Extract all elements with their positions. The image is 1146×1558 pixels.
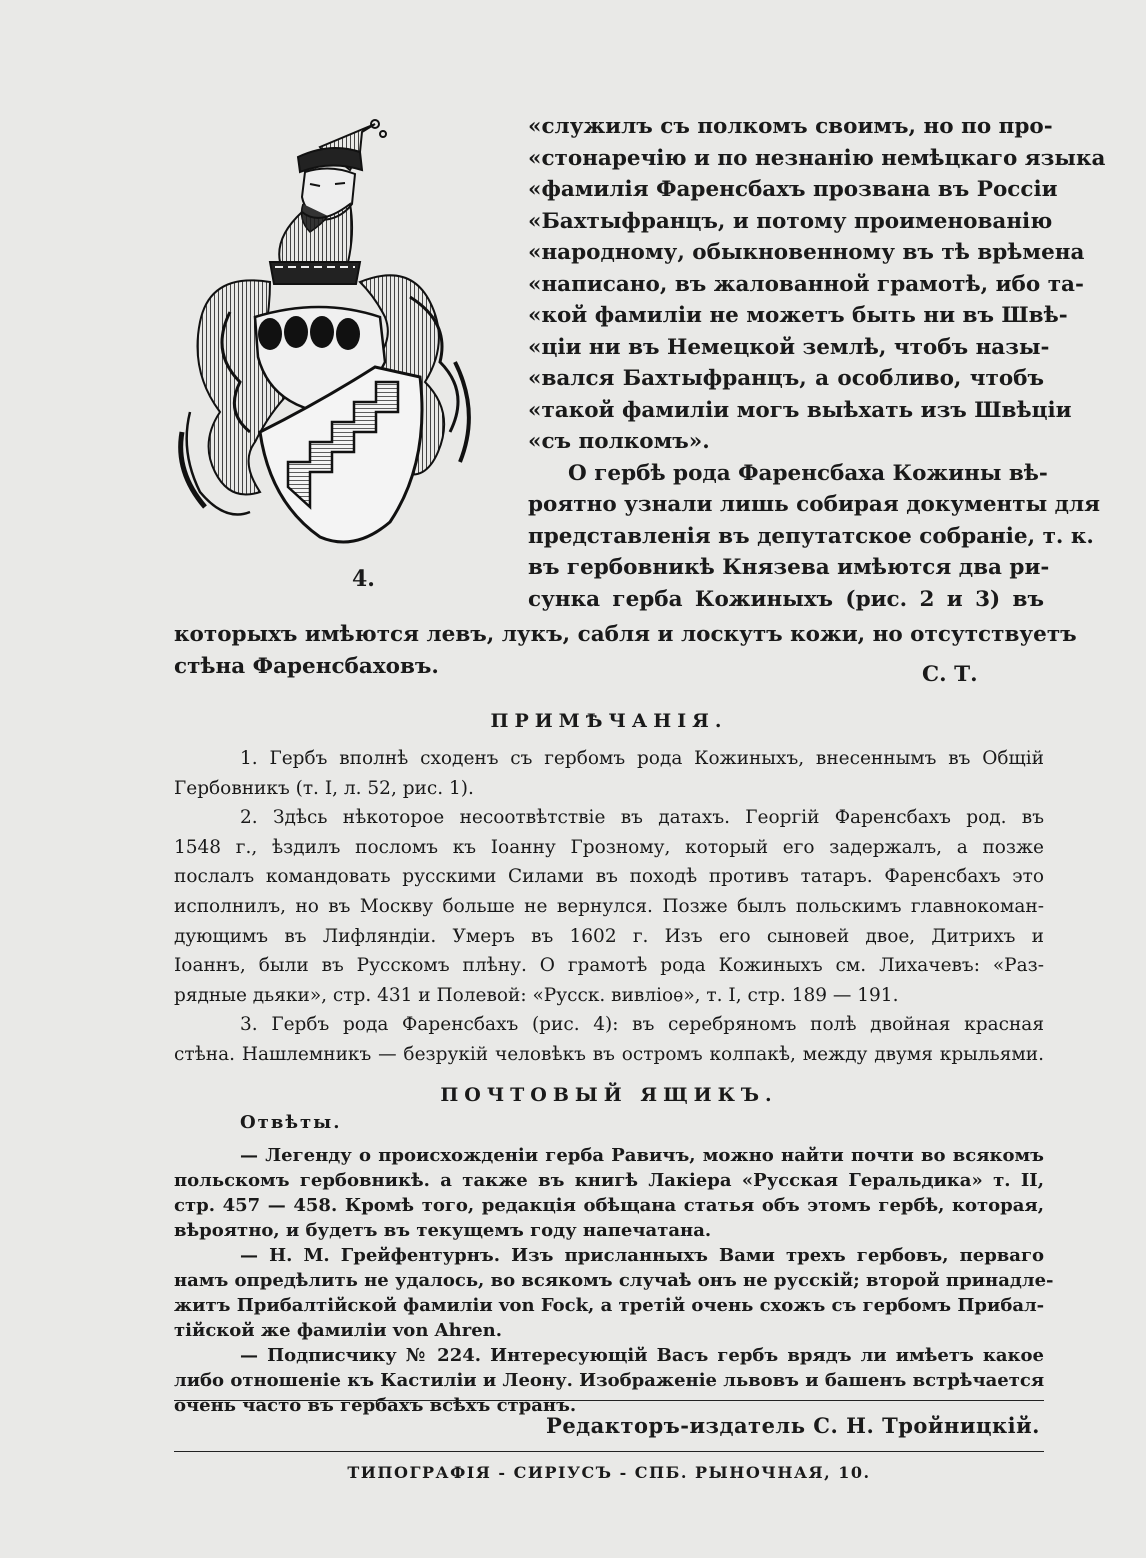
text-line: роятно узнали лишь собирая документы для: [528, 492, 1101, 517]
mailbox-line: житъ Прибалтійской фамиліи von Fock, а третій очень схожъ съ гербомъ Прибал-: [174, 1295, 1045, 1316]
note-line: рядные дьяки», стр. 431 и Полевой: «Русск. вивліоѳ», т. I, стр. 189 — 191.: [174, 984, 899, 1006]
text-line: «народному, обыкновенному въ тѣ врѣмена: [528, 240, 1085, 265]
text-line: сунка герба Кожиныхъ (рис. 2 и 3) въ: [528, 586, 1044, 612]
mailbox-section: [174, 1110, 1054, 1418]
text-line: «вался Бахтыфранцъ, а особливо, чтобъ: [528, 366, 1044, 391]
note-line: 1548 г., ѣздилъ посломъ къ Іоанну Грозному, который его задержалъ, а позже: [174, 836, 1044, 858]
note-line: Гербовникъ (т. I, л. 52, рис. 1).: [174, 777, 474, 799]
note-line: исполнилъ, но въ Москву больше не вернулся. Позже былъ польскимъ главнокоман-: [174, 895, 1044, 917]
divider-top: [174, 1400, 1044, 1401]
mailbox-line: — Легенду о происхожденіи герба Равичъ, можно найти почти во всякомъ: [240, 1145, 1044, 1166]
text-line: «такой фамиліи могъ выѣхать изъ Швѣціи: [528, 397, 1072, 423]
divider-bottom: [174, 1451, 1044, 1452]
text-line: «кой фамиліи не можетъ быть ни въ Швѣ-: [528, 303, 1068, 328]
notes-heading: ПРИМѢЧАНІЯ.: [490, 710, 728, 732]
mailbox-line: польскомъ гербовникѣ. а также въ книгѣ Лакіера «Русская Геральдика» т. II,: [174, 1170, 1044, 1191]
note-line: стѣна. Нашлемникъ — безрукій человѣкъ въ остромъ колпакѣ, между двумя крыльями.: [174, 1043, 1044, 1065]
author-signature: С. Т.: [922, 662, 978, 687]
mailbox-line: стр. 457 — 458. Кромѣ того, редакція обѣщана статья объ этомъ гербѣ, которая,: [174, 1195, 1044, 1216]
notes-section: [174, 744, 1044, 1070]
answers-label: Отвѣты.: [240, 1112, 342, 1133]
text-line: О гербѣ рода Фаренсбаха Кожины вѣ-: [568, 460, 1048, 486]
figure-number: 4.: [352, 566, 375, 592]
text-line: «стонаречію и по незнанію немѣцкаго языка: [528, 145, 1106, 171]
text-line: въ гербовникѣ Князева имѣются два ри-: [528, 555, 1050, 580]
coat-of-arms-illustration: [170, 112, 490, 562]
mailbox-line: — Н. М. Грейфентурнъ. Изъ присланныхъ Вами трехъ гербовъ, перваго: [240, 1245, 1044, 1266]
text-line: «написано, въ жалованной грамотѣ, ибо та-: [528, 271, 1084, 297]
full-width-paragraph: [174, 619, 1077, 682]
mailbox-heading: ПОЧТОВЫЙ ЯЩИКЪ.: [440, 1084, 778, 1106]
text-line: «служилъ съ полкомъ своимъ, но по про-: [528, 114, 1053, 139]
text-line: которыхъ имѣются левъ, лукъ, сабля и лоскутъ кожи, но отсутствуетъ: [174, 622, 1077, 647]
text-line: представленія въ депутатское собраніе, т. к.: [528, 523, 1094, 549]
mailbox-line: намъ опредѣлить не удалось, во всякомъ случаѣ онъ не русскій; второй принадле-: [174, 1270, 1054, 1291]
note-line: послалъ командовать русскими Силами въ походѣ противъ татаръ. Фаренсбахъ это: [174, 866, 1044, 888]
note-line: Іоаннъ, были въ Русскомъ плѣну. О грамотѣ рода Кожиныхъ см. Лихачевъ: «Раз-: [174, 955, 1044, 977]
mailbox-line: вѣроятно, и будетъ въ текущемъ году напечатана.: [174, 1220, 712, 1241]
editor-line: Редакторъ-издатель С. Н. Тройницкій.: [546, 1413, 1040, 1438]
text-line: «ціи ни въ Немецкой землѣ, чтобъ назы-: [528, 334, 1050, 360]
mailbox-line: — Подписчику № 224. Интересующій Васъ гербъ врядъ ли имѣетъ какое: [240, 1345, 1044, 1366]
note-line: 3. Гербъ рода Фаренсбахъ (рис. 4): въ серебряномъ полѣ двойная красная: [240, 1014, 1044, 1036]
text-line: «Бахтыфранцъ, и потому проименованію: [528, 208, 1053, 234]
note-line: дующимъ въ Лифляндіи. Умеръ въ 1602 г. Изъ его сыновей двое, Дитрихъ и: [174, 925, 1044, 947]
mailbox-line: очень часто въ гербахъ всѣхъ странъ.: [174, 1395, 577, 1416]
note-line: 1. Гербъ вполнѣ сходенъ съ гербомъ рода Кожиныхъ, внесеннымъ въ Общій: [240, 748, 1044, 769]
note-line: 2. Здѣсь нѣкоторое несоотвѣтствіе въ датахъ. Георгій Фаренсбахъ род. въ: [240, 807, 1044, 829]
mailbox-line: тійской же фамиліи von Ahren.: [174, 1320, 503, 1341]
printer-imprint: ТИПОГРАФІЯ - СИРІУСЪ - СПБ. РЫНОЧНАЯ, 10.: [347, 1463, 871, 1482]
mailbox-line: либо отношеніе къ Кастиліи и Леону. Изображеніе львовъ и башенъ встрѣчается: [174, 1370, 1045, 1391]
text-line: стѣна Фаренсбаховъ.: [174, 653, 439, 679]
main-text-column: [528, 111, 1106, 615]
text-line: «съ полкомъ».: [528, 429, 710, 454]
text-line: «фамилія Фаренсбахъ прозвана въ Россіи: [528, 177, 1058, 202]
